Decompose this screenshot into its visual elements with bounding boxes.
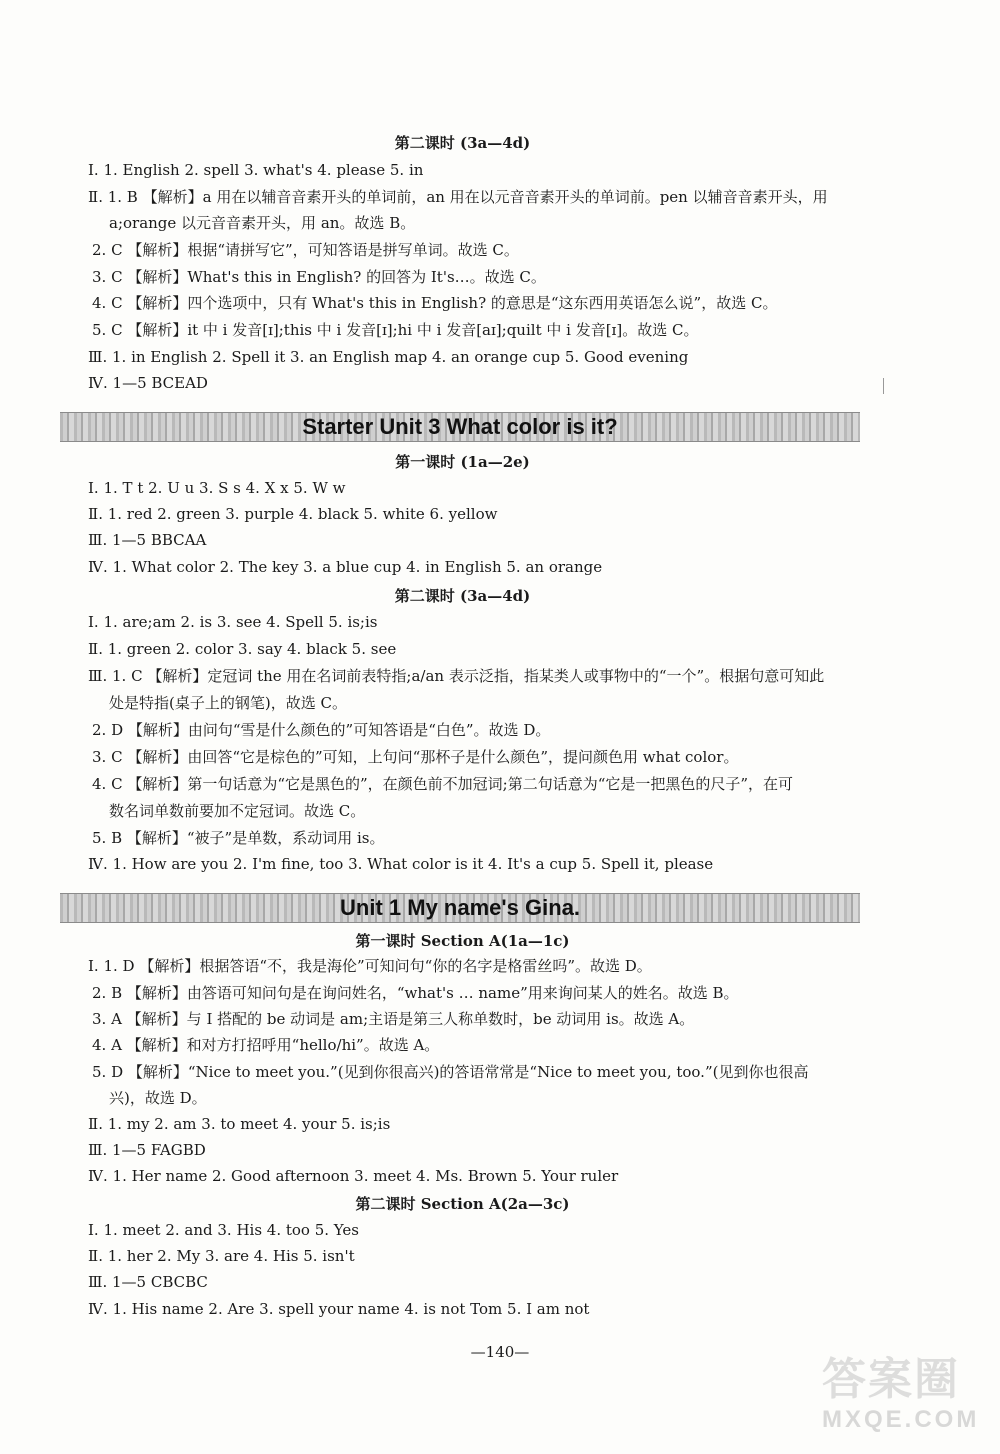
answer-line: 2. D 【解析】由问句“雪是什么颜色的”可知答语是“白色”。故选 D。 xyxy=(92,721,551,739)
answer-line: Ⅱ. 1. green 2. color 3. say 4. black 5. see xyxy=(88,640,397,658)
lesson-heading: 第二课时 (3a—4d) xyxy=(394,587,531,605)
answer-line: Ⅱ. 1. red 2. green 3. purple 4. black 5. white 6. yellow xyxy=(88,505,498,523)
answer-line: Ⅱ. 1. her 2. My 3. are 4. His 5. isn't xyxy=(88,1247,355,1265)
answer-line: Ⅲ. 1—5 FAGBD xyxy=(88,1141,206,1159)
answer-line: Ⅰ. 1. T t 2. U u 3. S s 4. X x 5. W w xyxy=(88,479,346,497)
answer-line: 4. C 【解析】第一句话意为“它是黑色的”，在颜色前不加冠词;第二句话意为“它是一把黑色的尺子”，在可 xyxy=(92,775,794,793)
answer-line: 2. B 【解析】由答语可知问句是在询问姓名，“what's … name”用来询问某人的姓名。故选 B。 xyxy=(92,984,739,1002)
answer-line: Ⅲ. 1. in English 2. Spell it 3. an English map 4. an orange cup 5. Good evening xyxy=(88,348,689,366)
answer-line: 数名词单数前要加不定冠词。故选 C。 xyxy=(109,802,366,820)
answer-line: 兴)，故选 D。 xyxy=(109,1089,207,1107)
answer-line: a;orange 以元音音素开头，用 an。故选 B。 xyxy=(109,214,416,232)
unit-banner xyxy=(60,893,860,923)
answer-line: 3. A 【解析】与 I 搭配的 be 动词是 am;主语是第三人称单数时，be 动词用 is。故选 A。 xyxy=(92,1010,695,1028)
answer-line: Ⅳ. 1. Her name 2. Good afternoon 3. meet 4. Ms. Brown 5. Your ruler xyxy=(88,1167,619,1185)
unit-title: Starter Unit 3 What color is it? xyxy=(302,414,618,439)
answer-line: 3. C 【解析】What's this in English? 的回答为 It's…。故选 C。 xyxy=(92,268,546,286)
answer-line: Ⅲ. 1—5 CBCBC xyxy=(88,1273,208,1291)
answer-line: 4. C 【解析】四个选项中，只有 What's this in English? 的意思是“这东西用英语怎么说”，故选 C。 xyxy=(92,294,778,312)
watermark-url: MXQE.COM xyxy=(822,1406,980,1433)
watermark-text: 答案圈 xyxy=(822,1355,960,1404)
lesson-heading: 第一课时 (1a—2e) xyxy=(395,453,530,471)
answer-line: 2. C 【解析】根据“请拼写它”，可知答语是拼写单词。故选 C。 xyxy=(92,241,519,259)
answer-line: 5. B 【解析】“被子”是单数，系动词用 is。 xyxy=(92,829,385,847)
lesson-heading: 第二课时 Section A(2a—3c) xyxy=(355,1195,570,1213)
margin-mark xyxy=(883,378,884,394)
answer-line: Ⅱ. 1. my 2. am 3. to meet 4. your 5. is;is xyxy=(88,1115,391,1133)
answer-line: Ⅰ. 1. are;am 2. is 3. see 4. Spell 5. is;is xyxy=(88,613,378,631)
lesson-heading: 第一课时 Section A(1a—1c) xyxy=(355,932,570,950)
answer-line: Ⅰ. 1. English 2. spell 3. what's 4. please 5. in xyxy=(88,161,424,179)
answer-line: Ⅳ. 1. His name 2. Are 3. spell your name 4. is not Tom 5. I am not xyxy=(88,1300,590,1318)
unit-banner xyxy=(60,412,860,442)
answer-line: 处是特指(桌子上的钢笔)，故选 C。 xyxy=(109,694,347,712)
answer-line: Ⅳ. 1. What color 2. The key 3. a blue cup 4. in English 5. an orange xyxy=(88,558,603,576)
answer-line: Ⅲ. 1. C 【解析】定冠词 the 用在名词前表特指;a/an 表示泛指，指某类人或事物中的“一个”。根据句意可知此 xyxy=(88,667,825,685)
unit-title: Unit 1 My name's Gina. xyxy=(340,895,580,920)
page-number: —140— xyxy=(470,1343,530,1361)
answer-line: 5. D 【解析】“Nice to meet you.”(见到你很高兴)的答语常常是“Nice to meet you, too.”(见到你也很高 xyxy=(92,1063,809,1081)
watermark-logo xyxy=(822,1354,980,1444)
answer-line: 5. C 【解析】it 中 i 发音[ɪ];this 中 i 发音[ɪ];hi 中 i 发音[aɪ];quilt 中 i 发音[ɪ]。故选 C。 xyxy=(92,321,699,339)
answer-line: Ⅳ. 1—5 BCEAD xyxy=(88,374,208,392)
answer-line: Ⅱ. 1. B 【解析】a 用在以辅音音素开头的单词前，an 用在以元音音素开头的单词前。pen 以辅音音素开头，用 xyxy=(88,188,828,206)
answer-line: Ⅰ. 1. meet 2. and 3. His 4. too 5. Yes xyxy=(88,1221,359,1239)
answer-line: 3. C 【解析】由回答“它是棕色的”可知，上句问“那杯子是什么颜色”，提问颜色用 what color。 xyxy=(92,748,739,766)
lesson-heading: 第二课时 (3a—4d) xyxy=(394,134,531,152)
answer-line: Ⅳ. 1. How are you 2. I'm fine, too 3. What color is it 4. It's a cup 5. Spell it, please xyxy=(88,855,714,873)
answer-line: Ⅰ. 1. D 【解析】根据答语“不，我是海伦”可知问句“你的名字是格雷丝吗”。故选 D。 xyxy=(88,957,652,975)
answer-line: 4. A 【解析】和对方打招呼用“hello/hi”。故选 A。 xyxy=(92,1036,440,1054)
answer-line: Ⅲ. 1—5 BBCAA xyxy=(88,531,207,549)
